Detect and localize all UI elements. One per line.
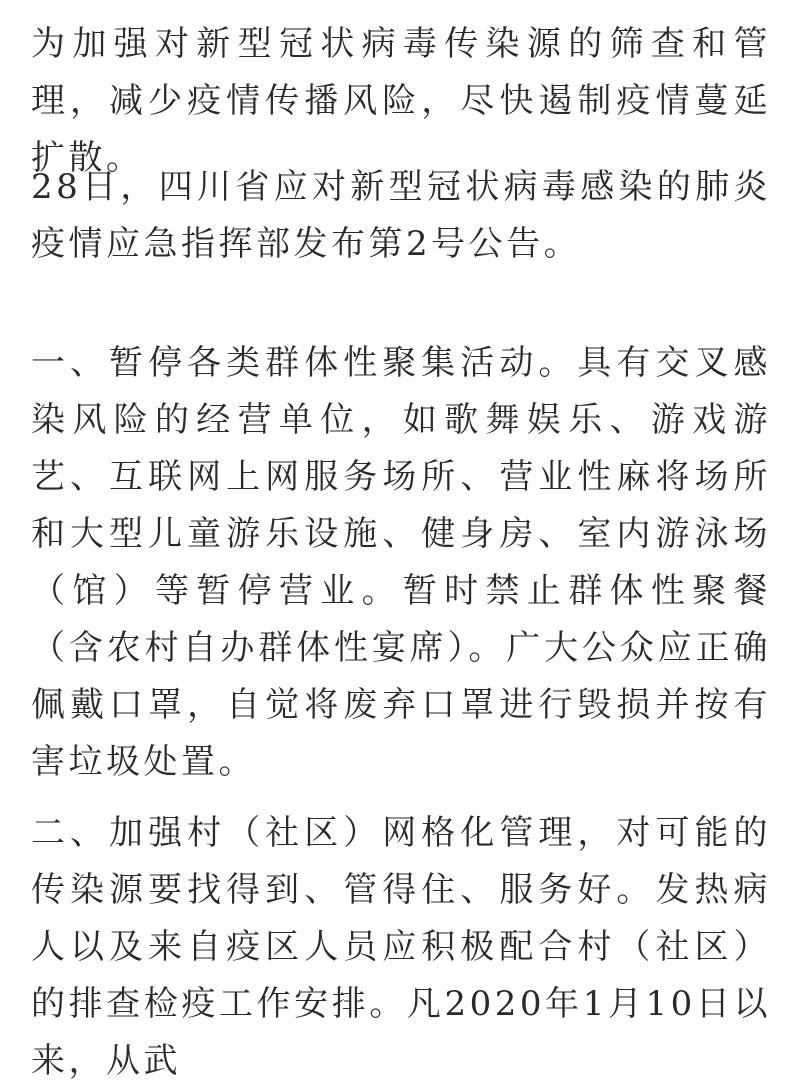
paragraph-announcement: 28日，四川省应对新型冠状病毒感染的肺炎疫情应急指挥部发布第2号公告。: [31, 167, 771, 264]
paragraph-intro: 为加强对新型冠状病毒传染源的筛查和管理，减少疫情传播风险，尽快遏制疫情蔓延扩散。: [31, 24, 771, 178]
paragraph-item-two: 二、加强村（社区）网格化管理，对可能的传染源要找得到、管得住、服务好。发热病人以及来自疫区人员应积极配合村（社区）的排查检疫工作安排。凡2020年1月10日以来，从武: [31, 813, 771, 1081]
paragraph-item-one: 一、暂停各类群体性聚集活动。具有交叉感染风险的经营单位，如歌舞娱乐、游戏游艺、互联网上网服务场所、营业性麻将场所和大型儿童游乐设施、健身房、室内游泳场（馆）等暂停营业。暂时禁止群体性聚餐（含农村自办群体性宴席）。广大公众应正确佩戴口罩，自觉将废弃口罩进行毁损并按有害垃圾处置。: [31, 343, 771, 782]
